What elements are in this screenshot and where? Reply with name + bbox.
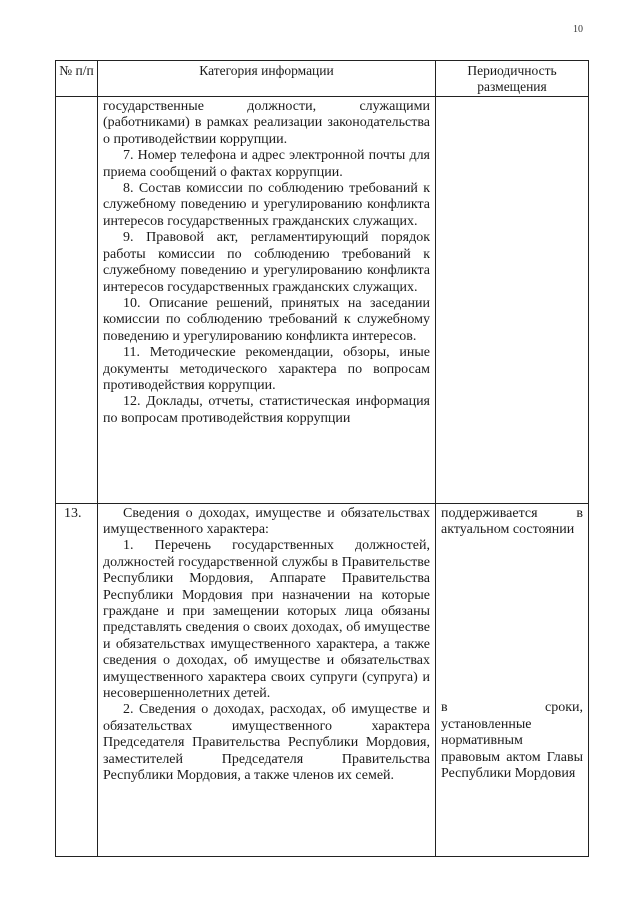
category-paragraph: 9. Правовой акт, регламентирующий порядок работы комиссии по соблюдению требований к служебному поведению и урегулированию конфликта интересов государственных гражданских служащих. xyxy=(103,230,430,295)
category-paragraph: 8. Состав комиссии по соблюдению требований к служебному поведению и урегулированию конфликта интересов государственных гражданских служащих. xyxy=(103,181,430,229)
category-paragraph: Сведения о доходах, имуществе и обязательствах имущественного характера: xyxy=(103,505,430,537)
category-paragraph: 7. Номер телефона и адрес электронной почты для приема сообщений о фактах коррупции. xyxy=(103,148,430,180)
header-category: Категория информации xyxy=(98,61,436,97)
category-paragraph: 1. Перечень государственных должностей, должностей государственной службы в Правительстве Республики Мордовия, Аппарате Правительства Республики Мордовия при назначении на которые граждане и при замещении которых лица обязаны представлять сведения о своих доходах, об имуществе и обязательствах имущественного характера, а также сведения о доходах, об имуществе и обязательствах имущественного характера своих супруги (супруга) и несовершеннолетних детей. xyxy=(103,538,430,701)
table-header-row xyxy=(56,61,589,97)
category-cell xyxy=(98,503,436,856)
table-row xyxy=(56,97,589,504)
periodicity-spacer xyxy=(441,538,583,700)
category-paragraph: 11. Методические рекомендации, обзоры, иные документы методического характера по вопросам противодействия коррупции. xyxy=(103,345,430,393)
row-number-cell xyxy=(56,97,98,504)
header-number: № п/п xyxy=(56,61,98,97)
category-paragraph: 2. Сведения о доходах, расходах, об имуществе и обязательствах имущественного характера Председателя Правительства Республики Мордовия, заместителей Председателя Правительства Республики Мордовия, а также членов их семей. xyxy=(103,702,430,784)
row-number-cell: 13. xyxy=(56,503,98,856)
periodicity-text: поддерживается в актуальном состоянии xyxy=(441,505,583,537)
category-paragraph: 10. Описание решений, принятых на заседании комиссии по соблюдению требований к служебному поведению и урегулированию конфликта интересов. xyxy=(103,295,430,344)
periodicity-cell xyxy=(436,97,589,504)
periodicity-text: в сроки, установленные нормативным правовым актом Главы Республики Мордовия xyxy=(441,700,583,781)
periodicity-cell xyxy=(436,503,589,856)
category-paragraph: государственные должности, служащими (работниками) в рамках реализации законодательства о противодействии коррупции. xyxy=(103,99,430,147)
information-table xyxy=(55,60,589,857)
table-row xyxy=(56,503,589,856)
category-paragraph: 12. Доклады, отчеты, статистическая информация по вопросам противодействия коррупции xyxy=(103,394,430,426)
category-cell xyxy=(98,97,436,504)
page-number: 10 xyxy=(573,24,583,35)
header-periodicity: Периодичность размещения xyxy=(436,61,589,97)
